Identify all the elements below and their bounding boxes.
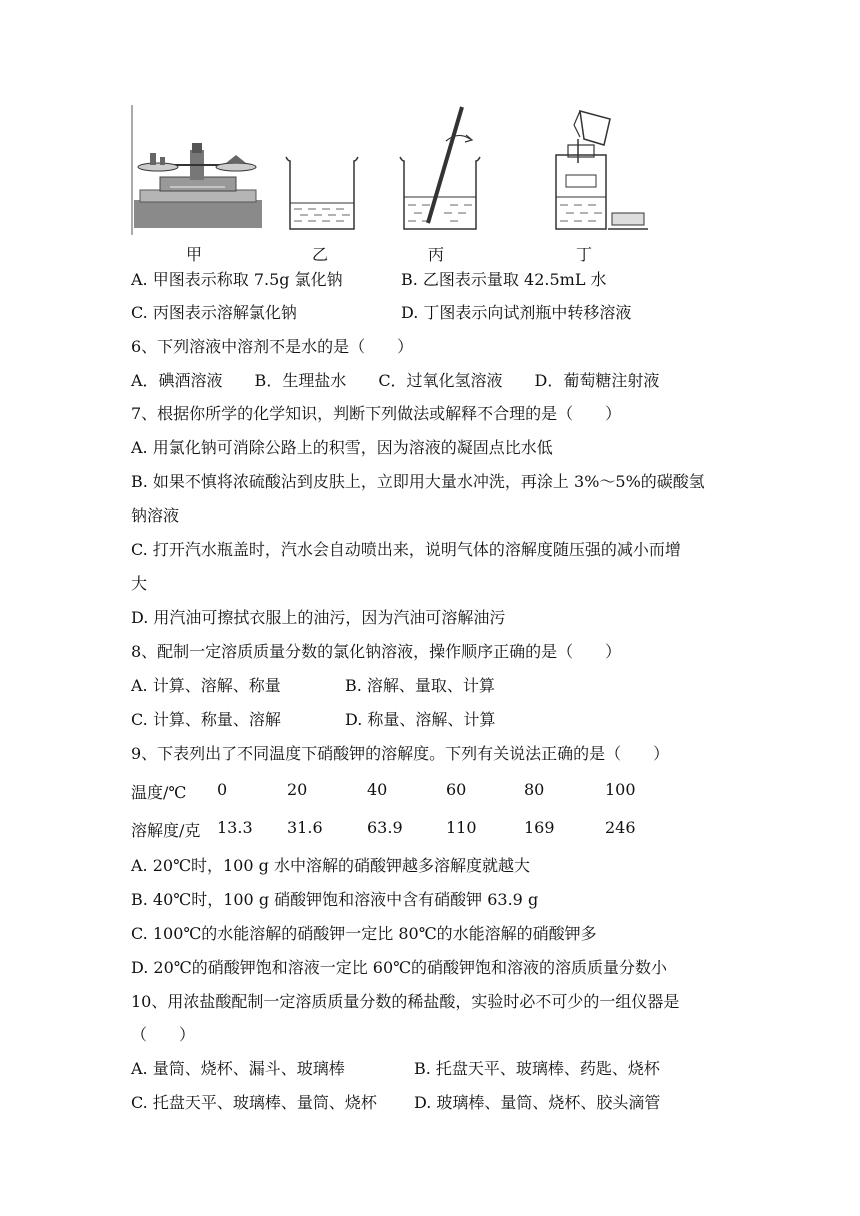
solubility-label: 溶解度/克: [131, 821, 201, 840]
q8-option-d: D. 称量、溶解、计算: [345, 710, 496, 729]
solubility-cell: 110: [446, 818, 477, 837]
q9-option-a: A. 20℃时，100 g 水中溶解的硝酸钾越多溶解度就越大: [131, 856, 530, 875]
temp-cell: 20: [287, 780, 308, 799]
q7-option-c-line1: C. 打开汽水瓶盖时，汽水会自动喷出来，说明气体的溶解度随压强的减小而增: [131, 540, 681, 559]
q8-option-a: A. 计算、溶解、称量: [131, 676, 281, 695]
apparatus-figures: [130, 105, 650, 265]
balance-figure: [130, 105, 265, 235]
q8-option-b: B. 溶解、量取、计算: [345, 676, 495, 695]
q7-stem: 7、根据你所学的化学知识，判断下列做法或解释不合理的是（ ）: [131, 404, 622, 423]
q7-option-b-line2: 钠溶液: [131, 506, 180, 525]
temperature-label: 温度/℃: [131, 783, 187, 802]
q7-option-d: D. 用汽油可擦拭衣服上的油污，因为汽油可溶解油污: [131, 608, 506, 627]
temp-cell: 100: [605, 780, 636, 799]
transfer-figure: [550, 105, 660, 235]
q6-options: A．碘酒溶液 B．生理盐水 C．过氧化氢溶液 D．葡萄糖注射液: [131, 371, 660, 390]
caption-bing: 丙: [428, 245, 445, 264]
q10-option-b: B. 托盘天平、玻璃棒、药匙、烧杯: [414, 1059, 660, 1078]
q8-stem: 8、配制一定溶质质量分数的氯化钠溶液，操作顺序正确的是（ ）: [131, 642, 622, 661]
temp-cell: 40: [367, 780, 388, 799]
temp-cell: 80: [524, 780, 545, 799]
q5-option-d: D. 丁图表示向试剂瓶中转移溶液: [401, 303, 632, 322]
solubility-cell: 169: [524, 818, 555, 837]
caption-jia: 甲: [186, 245, 203, 264]
q5-option-a: A. 甲图表示称取 7.5g 氯化钠: [131, 270, 343, 289]
solubility-cell: 13.3: [217, 818, 253, 837]
temp-cell: 60: [446, 780, 467, 799]
solubility-cell: 246: [605, 818, 636, 837]
q9-option-d: D. 20℃的硝酸钾饱和溶液一定比 60℃的硝酸钾饱和溶液的溶质质量分数小: [131, 958, 668, 977]
temp-cell: 0: [217, 780, 228, 799]
solubility-table: [131, 780, 691, 850]
solubility-cell: 31.6: [287, 818, 323, 837]
q10-option-c: C. 托盘天平、玻璃棒、量筒、烧杯: [131, 1093, 377, 1112]
q10-stem-line2: （ ）: [131, 1025, 196, 1044]
q6-stem: 6、下列溶液中溶剂不是水的是（ ）: [131, 337, 414, 356]
caption-ding: 丁: [576, 245, 593, 264]
q5-option-b: B. 乙图表示量取 42.5mL 水: [401, 270, 607, 289]
q8-option-c: C. 计算、称量、溶解: [131, 710, 281, 729]
q5-option-c: C. 丙图表示溶解氯化钠: [131, 303, 297, 322]
q10-stem-line1: 10、用浓盐酸配制一定溶质质量分数的稀盐酸，实验时必不可少的一组仪器是: [131, 992, 680, 1011]
q7-option-a: A. 用氯化钠可消除公路上的积雪，因为溶液的凝固点比水低: [131, 438, 553, 457]
q10-option-d: D. 玻璃棒、量筒、烧杯、胶头滴管: [414, 1093, 661, 1112]
q9-option-b: B. 40℃时，100 g 硝酸钾饱和溶液中含有硝酸钾 63.9 g: [131, 890, 539, 909]
q9-option-c: C. 100℃的水能溶解的硝酸钾一定比 80℃的水能溶解的硝酸钾多: [131, 924, 597, 943]
q10-option-a: A. 量筒、烧杯、漏斗、玻璃棒: [131, 1059, 345, 1078]
beaker-figure: [282, 155, 362, 235]
caption-yi: 乙: [312, 245, 329, 264]
solubility-cell: 63.9: [367, 818, 403, 837]
q9-stem: 9、下表列出了不同温度下硝酸钾的溶解度。下列有关说法正确的是（ ）: [131, 744, 670, 763]
q7-option-b-line1: B. 如果不慎将浓硫酸沾到皮肤上，立即用大量水冲洗，再涂上 3%～5%的碳酸氢: [131, 472, 705, 491]
stirring-figure: [396, 105, 486, 235]
q7-option-c-line2: 大: [131, 574, 148, 593]
